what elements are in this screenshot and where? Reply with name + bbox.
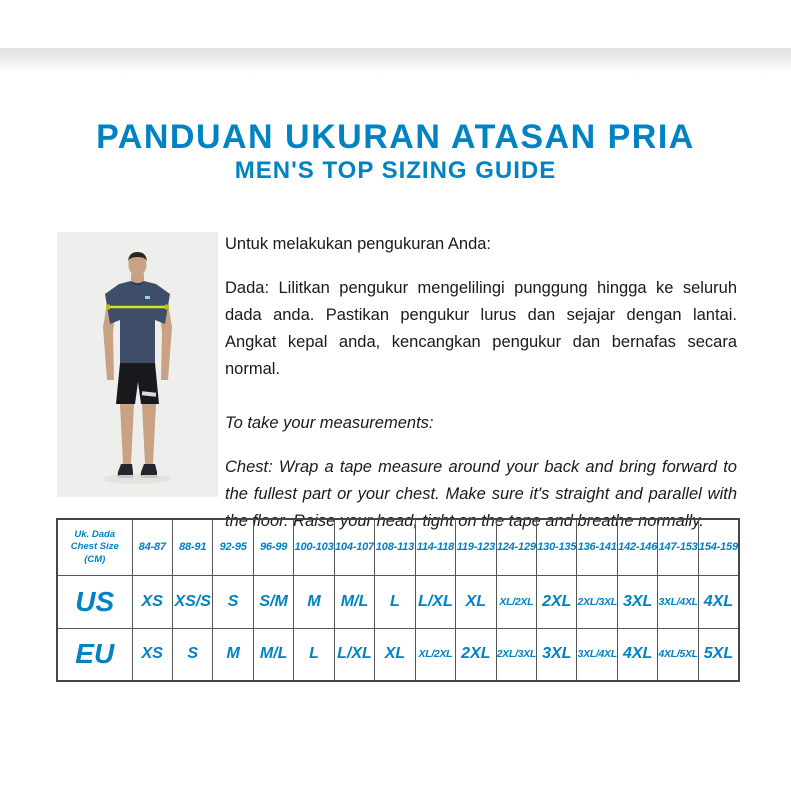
size-value-cell: 3XL/4XL (658, 575, 698, 628)
chest-range-cell: 136-141 (577, 519, 617, 575)
size-value-cell: M (213, 628, 253, 681)
size-value-cell: 3XL/4XL (577, 628, 617, 681)
size-value-cell: 3XL (617, 575, 657, 628)
chest-range-cell: 84-87 (132, 519, 172, 575)
chest-size-corner-label-line: Uk. Dada (74, 528, 116, 540)
size-value-cell: XS/S (172, 575, 212, 628)
chest-range-cell: 100-103 (294, 519, 334, 575)
eu-size-row (57, 628, 739, 681)
size-value-cell: S/M (253, 575, 293, 628)
chest-size-header-row (57, 519, 739, 575)
size-value-cell: XS (132, 575, 172, 628)
chest-range-cell: 108-113 (375, 519, 415, 575)
size-value-cell: 2XL (537, 575, 577, 628)
size-value-cell: 2XL (456, 628, 496, 681)
chest-range-cell: 154-159 (698, 519, 739, 575)
size-value-cell: M/L (334, 575, 374, 628)
size-value-cell: 4XL/5XL (658, 628, 698, 681)
en-measure-heading: To take your measurements: (225, 414, 434, 432)
size-value-cell: M (294, 575, 334, 628)
page-title: PANDUAN UKURAN ATASAN PRIA (96, 118, 695, 156)
size-value-cell: S (213, 575, 253, 628)
model-tshirt (105, 281, 170, 365)
instructions-block (225, 235, 737, 535)
size-value-cell: XS (132, 628, 172, 681)
size-value-cell: L (294, 628, 334, 681)
chest-size-corner-label (57, 519, 132, 575)
chest-range-cell: 142-146 (617, 519, 657, 575)
chest-range-cell: 147-153 (658, 519, 698, 575)
en-measure-body: Chest: Wrap a tape measure around your back and bring forward to the fullest part or your chest. Make sure it's straight and parallel with the floor. Raise your head, tight on the tape and breathe normally. (225, 458, 737, 530)
chest-range-cell: 130-135 (537, 519, 577, 575)
size-value-cell: XL/2XL (415, 628, 455, 681)
size-value-cell: S (172, 628, 212, 681)
floor-shadow (103, 474, 171, 484)
eu-row-label: EU (57, 628, 132, 681)
size-value-cell: 3XL (537, 628, 577, 681)
size-value-cell: XL (375, 628, 415, 681)
chest-range-cell: 119-123 (456, 519, 496, 575)
size-value-cell: 2XL/3XL (577, 575, 617, 628)
size-value-cell: 4XL (698, 575, 739, 628)
model-illustration (57, 232, 218, 497)
shirt-logo (145, 296, 150, 299)
top-shadow-band (0, 48, 791, 74)
size-value-cell: L/XL (415, 575, 455, 628)
chest-range-cell: 104-107 (334, 519, 374, 575)
size-value-cell: M/L (253, 628, 293, 681)
chest-range-cell: 92-95 (213, 519, 253, 575)
us-size-row (57, 575, 739, 628)
id-measure-body: Dada: Lilitkan pengukur mengelilingi punggung hingga ke seluruh dada anda. Pastikan pengukur lurus dan sejajar dengan lantai. Angkat kepal anda, kencangkan pengukur dan bernafas secara normal. (225, 279, 737, 378)
model-shorts (116, 363, 159, 404)
chest-range-cell: 96-99 (253, 519, 293, 575)
id-measure-heading: Untuk melakukan pengukuran Anda: (225, 235, 492, 253)
sizing-table-body (57, 519, 739, 681)
size-value-cell: L/XL (334, 628, 374, 681)
sizing-table (56, 518, 740, 682)
size-value-cell: 4XL (617, 628, 657, 681)
chest-size-corner-label-line: (CM) (84, 553, 106, 565)
size-value-cell: XL (456, 575, 496, 628)
chest-range-cell: 114-118 (415, 519, 455, 575)
size-value-cell: 2XL/3XL (496, 628, 536, 681)
us-row-label: US (57, 575, 132, 628)
title-block (0, 118, 791, 185)
chest-size-corner-label-line: Chest Size (70, 541, 119, 552)
size-value-cell: L (375, 575, 415, 628)
page-subtitle: MEN'S TOP SIZING GUIDE (234, 157, 557, 184)
size-value-cell: XL/2XL (496, 575, 536, 628)
size-value-cell: 5XL (698, 628, 739, 681)
chest-range-cell: 88-91 (172, 519, 212, 575)
model-photo (57, 232, 218, 497)
chest-range-cell: 124-129 (496, 519, 536, 575)
